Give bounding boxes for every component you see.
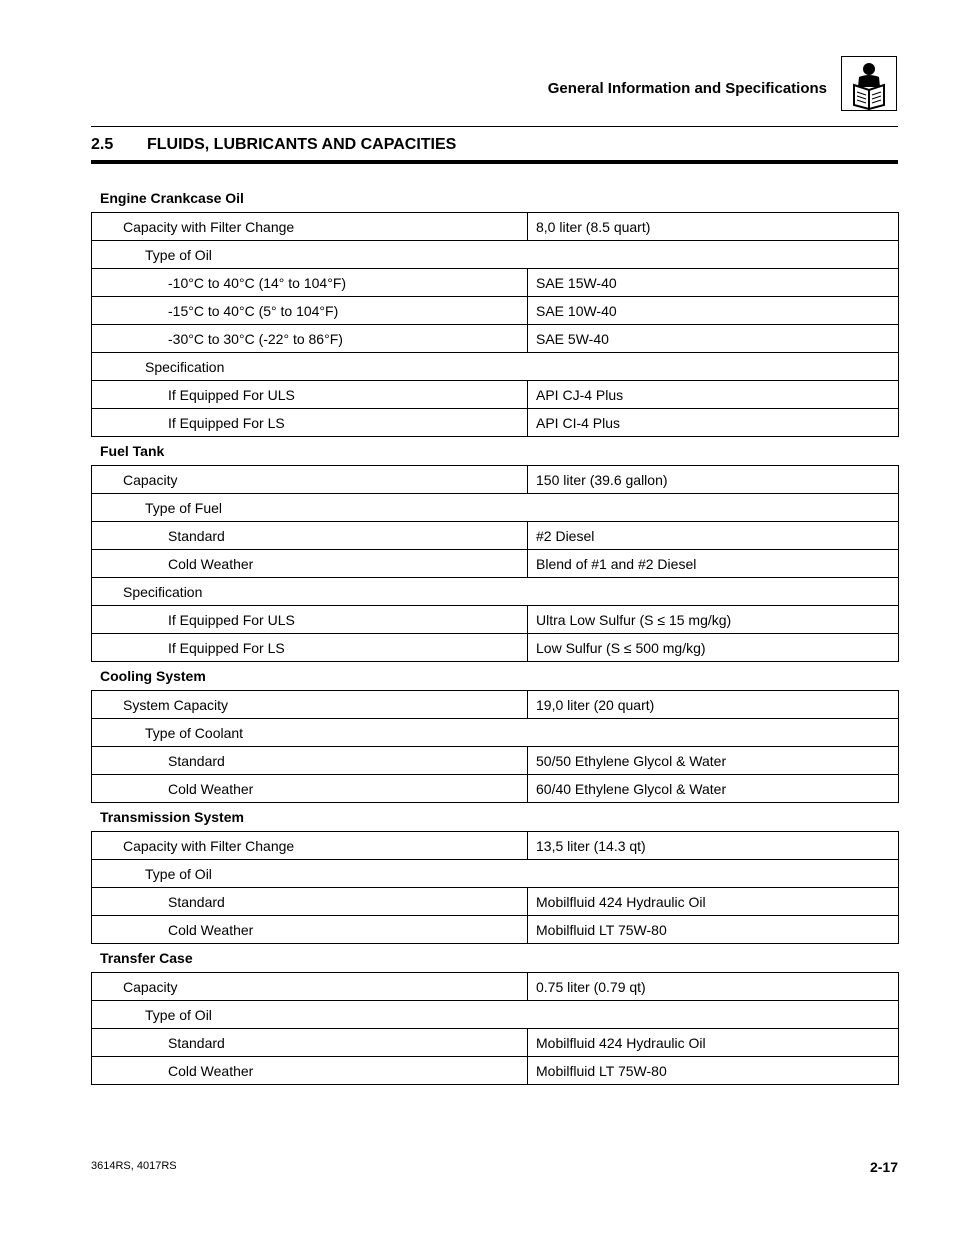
row-value: 60/40 Ethylene Glycol & Water — [528, 775, 899, 803]
row-label: Type of Oil — [92, 860, 899, 888]
spec-table — [91, 212, 899, 437]
row-label: Capacity — [92, 973, 528, 1001]
row-label: Cold Weather — [92, 775, 528, 803]
row-label: Standard — [92, 522, 528, 550]
table-row — [92, 494, 899, 522]
row-value: Blend of #1 and #2 Diesel — [528, 550, 899, 578]
row-value: SAE 15W-40 — [528, 269, 899, 297]
row-label: If Equipped For ULS — [92, 606, 528, 634]
table-row — [92, 522, 899, 550]
row-value: SAE 10W-40 — [528, 297, 899, 325]
row-label: Capacity — [92, 466, 528, 494]
table-row — [92, 916, 899, 944]
table-row — [92, 578, 899, 606]
table-row — [92, 1001, 899, 1029]
row-label: Capacity with Filter Change — [92, 832, 528, 860]
table-row — [92, 747, 899, 775]
row-value: #2 Diesel — [528, 522, 899, 550]
table-row — [92, 832, 899, 860]
group-title: Transfer Case — [100, 950, 193, 966]
table-row — [92, 213, 899, 241]
manual-reader-icon — [841, 56, 897, 111]
table-row — [92, 353, 899, 381]
row-label: If Equipped For ULS — [92, 381, 528, 409]
row-label: -30°C to 30°C (-22° to 86°F) — [92, 325, 528, 353]
table-row — [92, 691, 899, 719]
row-value: API CJ-4 Plus — [528, 381, 899, 409]
row-label: Type of Coolant — [92, 719, 899, 747]
row-label: Specification — [92, 578, 899, 606]
footer-models: 3614RS, 4017RS — [91, 1160, 177, 1172]
spec-groups — [91, 184, 899, 1085]
row-value: SAE 5W-40 — [528, 325, 899, 353]
page-number: 2-17 — [869, 1159, 898, 1175]
table-row — [92, 550, 899, 578]
table-row — [92, 325, 899, 353]
header-divider — [91, 126, 898, 127]
row-value: 0.75 liter (0.79 qt) — [528, 973, 899, 1001]
row-value: Mobilfluid 424 Hydraulic Oil — [528, 1029, 899, 1057]
row-label: Cold Weather — [92, 550, 528, 578]
table-row — [92, 606, 899, 634]
spec-table — [91, 831, 899, 944]
row-label: If Equipped For LS — [92, 409, 528, 437]
table-row — [92, 888, 899, 916]
row-value: API CI-4 Plus — [528, 409, 899, 437]
table-row — [92, 466, 899, 494]
row-label: System Capacity — [92, 691, 528, 719]
table-row — [92, 269, 899, 297]
row-value: 13,5 liter (14.3 qt) — [528, 832, 899, 860]
row-label: Specification — [92, 353, 899, 381]
row-value: Ultra Low Sulfur (S ≤ 15 mg/kg) — [528, 606, 899, 634]
table-row — [92, 241, 899, 269]
spec-table — [91, 465, 899, 662]
table-row — [92, 381, 899, 409]
table-row — [92, 775, 899, 803]
section-divider — [91, 160, 898, 164]
group-title: Engine Crankcase Oil — [100, 190, 244, 206]
row-value: 50/50 Ethylene Glycol & Water — [528, 747, 899, 775]
row-label: -15°C to 40°C (5° to 104°F) — [92, 297, 528, 325]
row-label: Type of Oil — [92, 241, 899, 269]
table-row — [92, 860, 899, 888]
row-value: 19,0 liter (20 quart) — [528, 691, 899, 719]
row-value: Mobilfluid 424 Hydraulic Oil — [528, 888, 899, 916]
section-number: 2.5 — [91, 136, 114, 153]
row-value: 8,0 liter (8.5 quart) — [528, 213, 899, 241]
section-heading — [91, 136, 456, 154]
row-value: Mobilfluid LT 75W-80 — [528, 1057, 899, 1085]
row-label: -10°C to 40°C (14° to 104°F) — [92, 269, 528, 297]
group-title: Transmission System — [100, 809, 244, 825]
row-label: Standard — [92, 1029, 528, 1057]
section-title: FLUIDS, LUBRICANTS AND CAPACITIES — [147, 136, 457, 153]
group-title: Cooling System — [100, 668, 206, 684]
spec-table — [91, 690, 899, 803]
row-value: Low Sulfur (S ≤ 500 mg/kg) — [528, 634, 899, 662]
row-label: Standard — [92, 747, 528, 775]
row-label: Cold Weather — [92, 1057, 528, 1085]
table-row — [92, 719, 899, 747]
row-label: Cold Weather — [92, 916, 528, 944]
row-value: 150 liter (39.6 gallon) — [528, 466, 899, 494]
table-row — [92, 634, 899, 662]
row-label: Type of Oil — [92, 1001, 899, 1029]
row-label: If Equipped For LS — [92, 634, 528, 662]
group-title: Fuel Tank — [100, 443, 165, 459]
table-row — [92, 409, 899, 437]
running-header-title: General Information and Specifications — [547, 80, 827, 97]
table-row — [92, 297, 899, 325]
table-row — [92, 1057, 899, 1085]
spec-table — [91, 972, 899, 1085]
row-label: Standard — [92, 888, 528, 916]
row-label: Type of Fuel — [92, 494, 899, 522]
table-row — [92, 973, 899, 1001]
table-row — [92, 1029, 899, 1057]
row-label: Capacity with Filter Change — [92, 213, 528, 241]
row-value: Mobilfluid LT 75W-80 — [528, 916, 899, 944]
